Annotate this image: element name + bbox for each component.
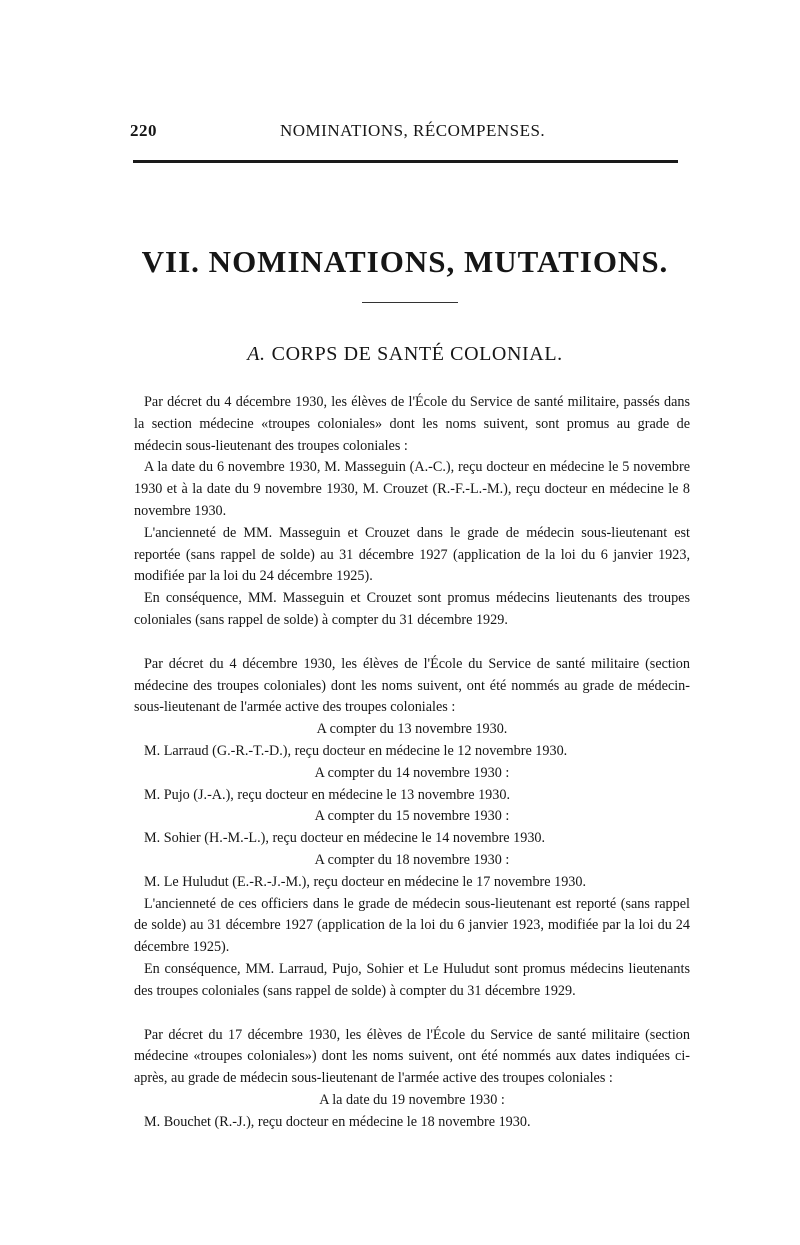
header-rule: [133, 160, 678, 163]
decree1-anciennete: L'ancienneté de MM. Masseguin et Crouzet dans le grade de médecin sous-lieutenant est reportée (sans rappel de solde) au 31 décembre 1927 (application de la loi du 6 janvier 1923, modifiée par la loi du 24 décembre 1925).: [134, 524, 690, 585]
decree3-intro: Par décret du 17 décembre 1930, les élèves de l'École du Service de santé militaire (section médecine «troupes coloniales») dont les noms suivent, ont été nommés aux dates indiquées ci-après, au grade de médecin sous-lieutenant de l'armée active des troupes coloniales :: [134, 1026, 690, 1087]
decree2-person-4: M. Le Huludut (E.-R.-J.-M.), reçu docteur en médecine le 17 novembre 1930.: [144, 873, 587, 890]
decree1-intro: Par décret du 4 décembre 1930, les élèves de l'École du Service de santé militaire, passés dans la section médecine «troupes coloniales» dont les noms suivent, sont promus au grade de médecin sous-lieutenant des troupes coloniales :: [134, 394, 690, 454]
decree1-consequence: En conséquence, MM. Masseguin et Crouzet sont promus médecins lieutenants des troupes coloniales (sans rappel de solde) à compter du 31 décembre 1929.: [134, 590, 690, 628]
decree2-date-2: A compter du 14 novembre 1930 :: [314, 764, 510, 781]
page-number: 220: [130, 121, 157, 140]
decree2-date-4: A compter du 18 novembre 1930 :: [314, 851, 510, 868]
chapter-title: VII. NOMINATIONS, MUTATIONS.: [141, 244, 669, 279]
running-title: NOMINATIONS, RÉCOMPENSES.: [280, 121, 546, 140]
decree3-date: A la date du 19 novembre 1930 :: [319, 1091, 505, 1108]
section-heading: [120, 343, 690, 366]
decree2-consequence: En conséquence, MM. Larraud, Pujo, Sohier et Le Huludut sont promus médecins lieutenants des troupes coloniales (sans rappel de solde) à compter du 31 décembre 1929.: [134, 960, 690, 999]
decree2-person-1: M. Larraud (G.-R.-T.-D.), reçu docteur en médecine le 12 novembre 1930.: [144, 742, 568, 759]
decree2-intro: Par décret du 4 décembre 1930, les élèves de l'École du Service de santé militaire (section médecine des troupes coloniales) dont les noms suivent, ont été nommés au grade de médecin-sous-lieutenant de l'armée active des troupes coloniales :: [134, 655, 690, 716]
decree2-date-3: A compter du 15 novembre 1930 :: [314, 808, 510, 825]
decree2-anciennete: L'ancienneté de ces officiers dans le grade de médecin sous-lieutenant est reporté (sans rappel de solde) au 31 décembre 1927 (application de la loi du 6 janvier 1923, modifiée par la loi du 24 décembre 1925).: [134, 895, 690, 956]
section-title: CORPS DE SANTÉ COLONIAL.: [271, 343, 563, 365]
title-divider: [362, 302, 458, 303]
decree3-person: M. Bouchet (R.-J.), reçu docteur en médecine le 18 novembre 1930.: [144, 1113, 531, 1130]
decree2-person-3: M. Sohier (H.-M.-L.), reçu docteur en médecine le 14 novembre 1930.: [144, 830, 546, 847]
body-text: [134, 392, 690, 1134]
decree2-date-1: A compter du 13 novembre 1930.: [316, 721, 508, 738]
paragraph-gap: [134, 1003, 690, 1025]
paragraph-gap: [134, 632, 690, 654]
decree1-dates: A la date du 6 novembre 1930, M. Masseguin (A.-C.), reçu docteur en médecine le 5 novembre 1930 et à la date du 9 novembre 1930, M. Crouzet (R.-F.-L.-M.), reçu docteur en médecine le 8 novembre 1930.: [134, 459, 690, 519]
section-letter: A.: [247, 343, 266, 365]
running-header: [130, 121, 674, 145]
decree2-person-2: M. Pujo (J.-A.), reçu docteur en médecine le 13 novembre 1930.: [144, 786, 511, 803]
